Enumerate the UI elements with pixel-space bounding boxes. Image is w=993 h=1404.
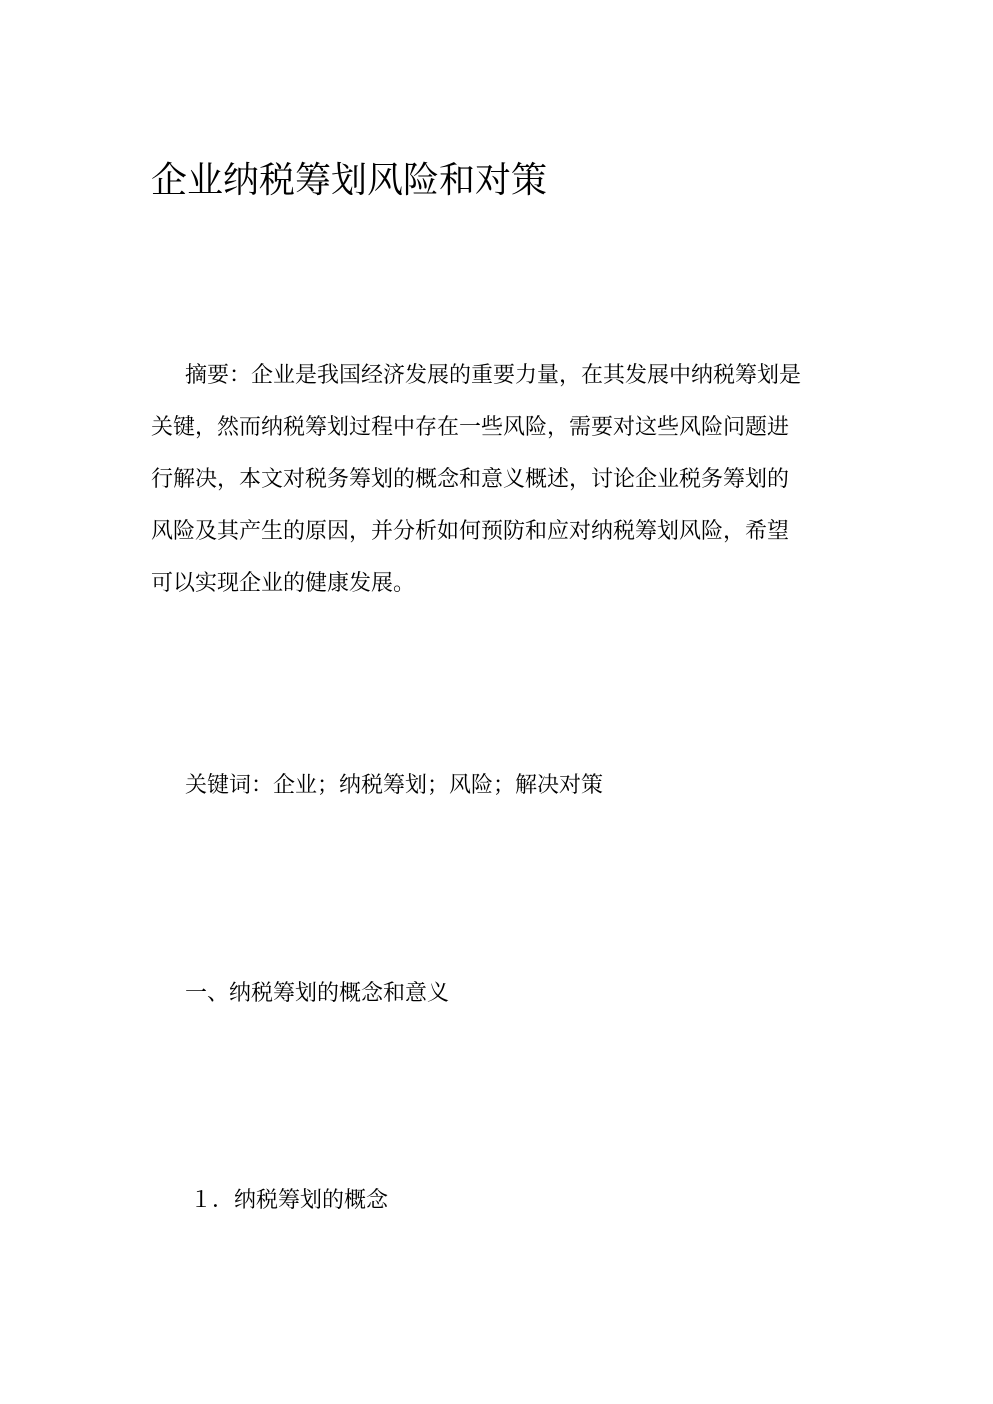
abstract-line: 风险及其产生的原因，并分析如何预防和应对纳税筹划风险，希望 <box>151 519 790 544</box>
abstract-line: 行解决，本文对税务筹划的概念和意义概述，讨论企业税务筹划的 <box>151 467 790 492</box>
keywords-line: 关键词：企业；纳税筹划；风险；解决对策 <box>185 773 604 798</box>
abstract-line: 摘要：企业是我国经济发展的重要力量，在其发展中纳税筹划是 <box>185 363 802 388</box>
abstract-line: 关键，然而纳税筹划过程中存在一些风险，需要对这些风险问题进 <box>151 415 790 440</box>
subsection-heading: １．纳税筹划的概念 <box>190 1188 389 1213</box>
abstract-paragraph <box>151 350 841 610</box>
abstract-line: 可以实现企业的健康发展。 <box>151 571 416 596</box>
section-heading: 一、纳税筹划的概念和意义 <box>185 981 450 1006</box>
document-title: 企业纳税筹划风险和对策 <box>151 160 548 201</box>
